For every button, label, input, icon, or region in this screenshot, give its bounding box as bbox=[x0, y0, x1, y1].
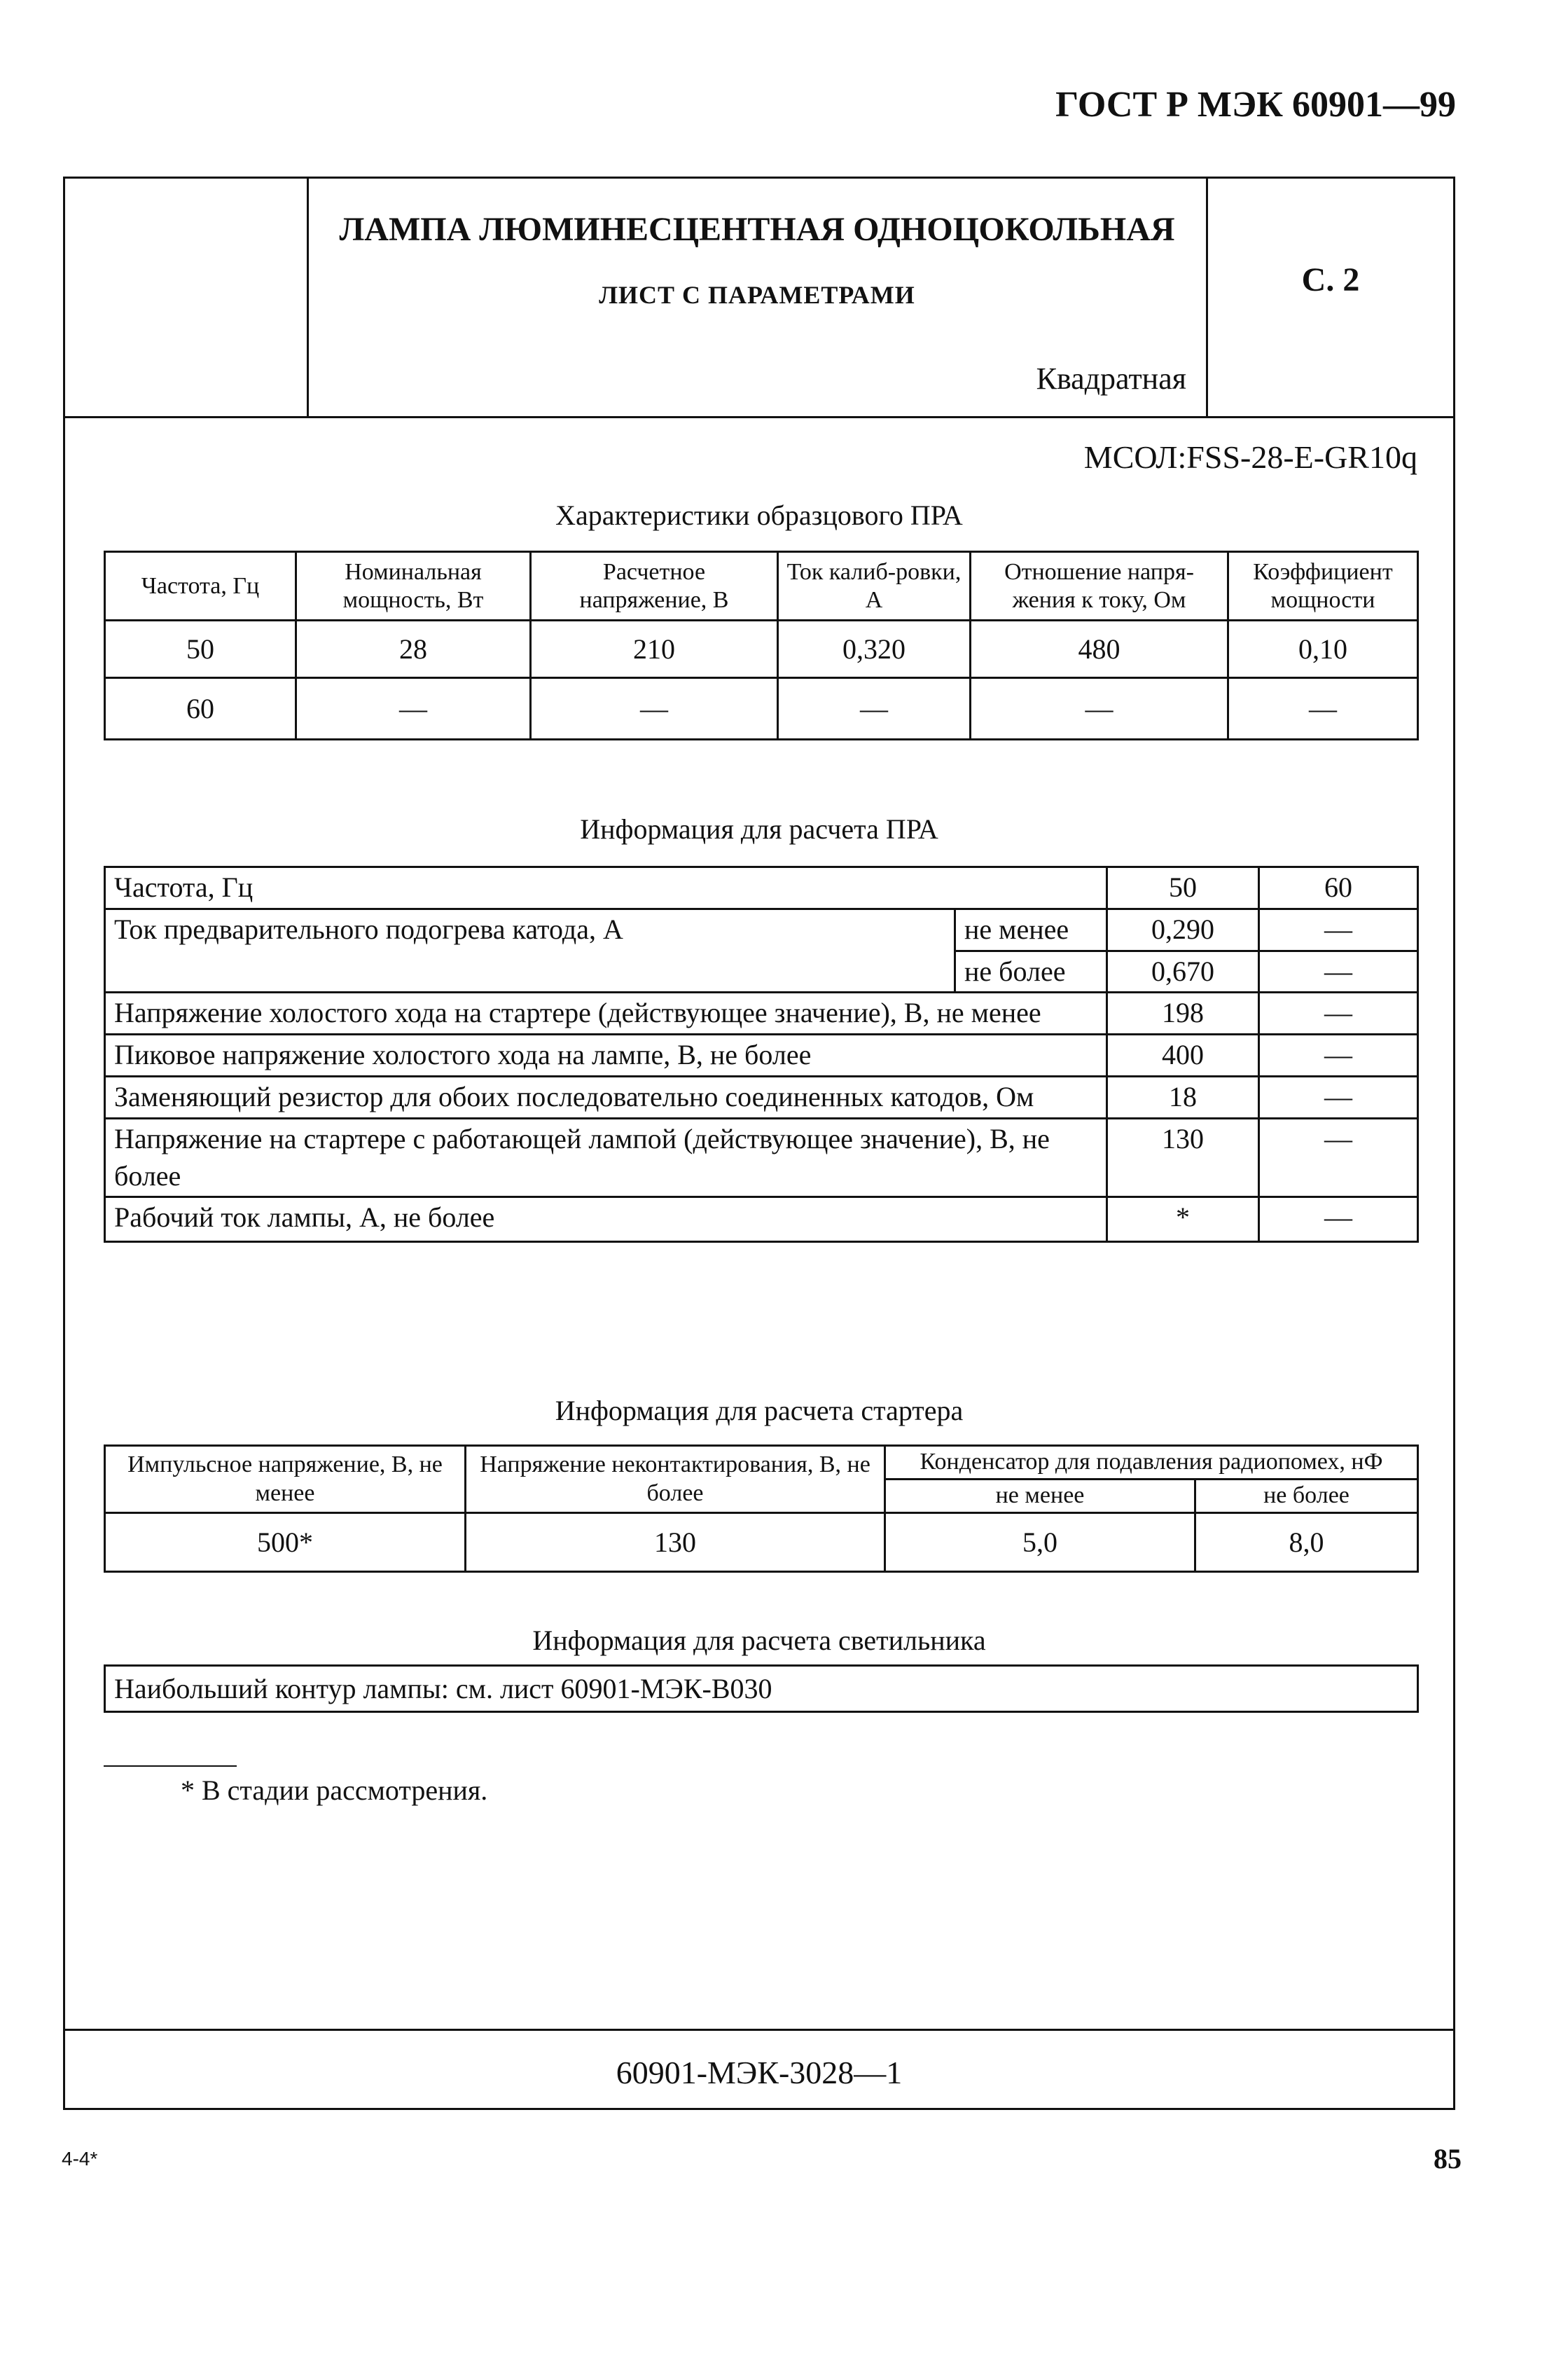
column-header: Импульсное напряжение, В, не менее bbox=[105, 1446, 466, 1513]
row-value-60: — bbox=[1259, 1118, 1418, 1197]
row-label: Напряжение на стартере с работающей лампой (действующее значение), В, не более bbox=[105, 1118, 1107, 1197]
starter-calc-table bbox=[104, 1444, 1419, 1573]
column-header: не менее bbox=[885, 1480, 1195, 1513]
page-number: 85 bbox=[1434, 2143, 1462, 2174]
table-row bbox=[105, 621, 1418, 678]
row-value-60: — bbox=[1259, 1035, 1418, 1077]
sheet-subtitle: ЛИСТ С ПАРАМЕТРАМИ bbox=[599, 281, 915, 309]
preheat-max-label: не более bbox=[955, 951, 1107, 993]
row-value-60: — bbox=[1259, 1076, 1418, 1118]
table-cell: — bbox=[1228, 678, 1418, 740]
row-value-50: * bbox=[1107, 1197, 1259, 1242]
table-cell: 60 bbox=[105, 678, 296, 740]
table-row bbox=[105, 909, 1418, 951]
preheat-max-60: — bbox=[1259, 951, 1418, 993]
table-cell: 210 bbox=[531, 621, 778, 678]
preheat-label: Ток предварительного подогрева катода, А bbox=[105, 909, 955, 993]
table-cell: — bbox=[531, 678, 778, 740]
row-value-50: 130 bbox=[1107, 1118, 1259, 1197]
column-header: Номинальная мощность, Вт bbox=[296, 552, 531, 621]
table-row bbox=[105, 1513, 1418, 1572]
ballast-ref-table bbox=[104, 551, 1419, 740]
ballast-calc-table bbox=[104, 866, 1419, 1243]
preheat-min-label: не менее bbox=[955, 909, 1107, 951]
table-row bbox=[105, 1197, 1418, 1242]
row-value-60: — bbox=[1259, 1197, 1418, 1242]
freq-label: Частота, Гц bbox=[105, 867, 1107, 909]
row-value-50: 198 bbox=[1107, 993, 1259, 1035]
section-heading-ballast-ref: Характеристики образцового ПРА bbox=[555, 499, 963, 531]
footnote-rule bbox=[104, 1765, 237, 1767]
lamp-designation: МСОЛ:FSS-28-E-GR10q bbox=[1083, 439, 1417, 475]
column-header: Отношение напря-жения к току, Ом bbox=[971, 552, 1228, 621]
table-cell: 8,0 bbox=[1195, 1513, 1418, 1572]
luminaire-calc-table bbox=[104, 1664, 1419, 1713]
table-row bbox=[105, 867, 1418, 909]
footer-divider bbox=[63, 2029, 1455, 2031]
footnote: * В стадии рассмотрения. bbox=[181, 1774, 488, 1806]
column-header: Частота, Гц bbox=[105, 552, 296, 621]
table-cell: 28 bbox=[296, 621, 531, 678]
table-cell: 50 bbox=[105, 621, 296, 678]
print-mark: 4-4* bbox=[62, 2148, 98, 2170]
table-cell: 5,0 bbox=[885, 1513, 1195, 1572]
preheat-min-60: — bbox=[1259, 909, 1418, 951]
column-header: Ток калиб-ровки, А bbox=[778, 552, 971, 621]
table-cell: 130 bbox=[466, 1513, 885, 1572]
row-label: Пиковое напряжение холостого хода на лампе, В, не более bbox=[105, 1035, 1107, 1077]
column-header: Напряжение неконтактирования, В, не более bbox=[466, 1446, 885, 1513]
table-cell: 0,10 bbox=[1228, 621, 1418, 678]
freq-60: 60 bbox=[1259, 867, 1418, 909]
row-value-50: 18 bbox=[1107, 1076, 1259, 1118]
row-label: Рабочий ток лампы, А, не более bbox=[105, 1197, 1107, 1242]
preheat-min-50: 0,290 bbox=[1107, 909, 1259, 951]
section-heading-starter-calc: Информация для расчета стартера bbox=[555, 1395, 964, 1426]
table-row bbox=[105, 1118, 1418, 1197]
row-value-50: 400 bbox=[1107, 1035, 1259, 1077]
row-label: Напряжение холостого хода на стартере (действующее значение), В, не менее bbox=[105, 993, 1107, 1035]
section-heading-ballast-calc: Информация для расчета ПРА bbox=[580, 813, 938, 845]
row-label: Заменяющий резистор для обоих последовательно соединенных катодов, Ом bbox=[105, 1076, 1107, 1118]
freq-50: 50 bbox=[1107, 867, 1259, 909]
column-header: не более bbox=[1195, 1480, 1418, 1513]
table-cell: 500* bbox=[105, 1513, 466, 1572]
sheet-page-number: С. 2 bbox=[1301, 261, 1360, 298]
sheet-code: 60901-МЭК-3028—1 bbox=[616, 2055, 903, 2090]
row-value-60: — bbox=[1259, 993, 1418, 1035]
column-header: Коэффициент мощности bbox=[1228, 552, 1418, 621]
table-row bbox=[105, 678, 1418, 740]
table-cell: — bbox=[971, 678, 1228, 740]
table-cell: — bbox=[296, 678, 531, 740]
table-row bbox=[105, 1666, 1418, 1712]
column-header: Расчетное напряжение, В bbox=[531, 552, 778, 621]
table-header-row bbox=[105, 552, 1418, 621]
sheet-title: ЛАМПА ЛЮМИНЕСЦЕНТНАЯ ОДНОЦОКОЛЬНАЯ bbox=[339, 211, 1175, 248]
table-cell: — bbox=[778, 678, 971, 740]
table-header-row bbox=[105, 1446, 1418, 1480]
table-row bbox=[105, 1076, 1418, 1118]
table-row bbox=[105, 1035, 1418, 1077]
standard-number: ГОСТ Р МЭК 60901—99 bbox=[1055, 85, 1456, 125]
column-header: Конденсатор для подавления радиопомех, нФ bbox=[885, 1446, 1418, 1480]
table-cell: 0,320 bbox=[778, 621, 971, 678]
header-divider bbox=[63, 416, 1455, 418]
section-heading-luminaire-calc: Информация для расчета светильника bbox=[532, 1625, 986, 1656]
table-cell: 480 bbox=[971, 621, 1228, 678]
table-row bbox=[105, 993, 1418, 1035]
luminaire-info: Наибольший контур лампы: см. лист 60901-МЭК-В030 bbox=[105, 1666, 1418, 1712]
lamp-shape: Квадратная bbox=[1036, 361, 1186, 396]
preheat-max-50: 0,670 bbox=[1107, 951, 1259, 993]
